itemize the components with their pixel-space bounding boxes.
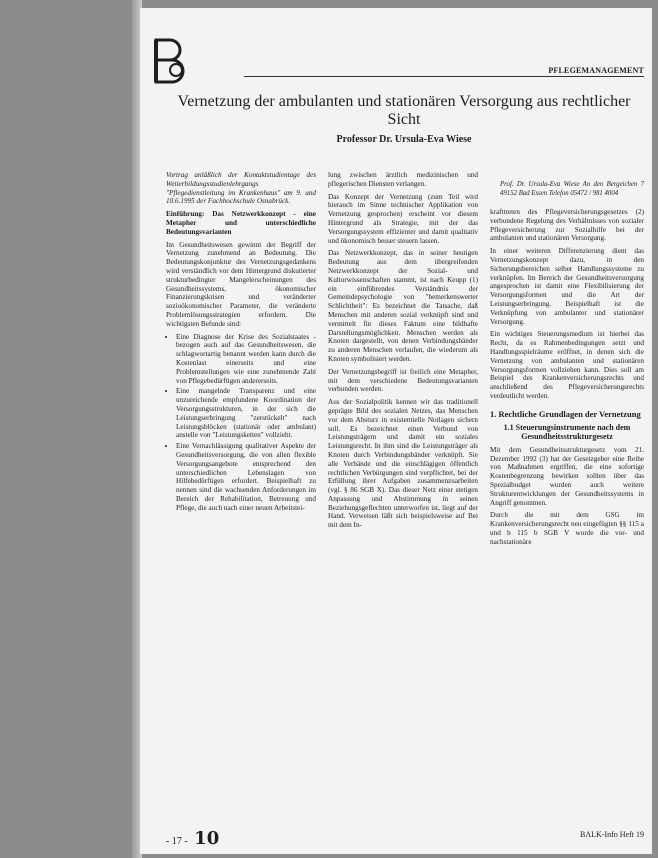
paragraph: Der Vernetzungsbegriff ist freilich eine Metapher, mit dem verschiedene Bedeutungsvarianten verbunden werden. <box>328 367 478 394</box>
paragraph: Das Konzept der Vernetzung (zum Teil wird hierauch im Sinne technischer Applikation von Vernetzung gesprochen) erscheint vor diesem Hintergrund als Strategie, mit der das Versorgungssystem effizienter und damit qualitativ und ökonomisch besser steuern lassen. <box>328 192 478 245</box>
paragraph: Mit dem Gesundheitsstrukturgesetz vom 21. Dezember 1992 (3) hat der Gesetzgeber eine Reihe von Maßnahmen ergriffen, die eine sofortige Kostenbegrenzung bewirken sollten über das Spezialbudget wurden auch weitere Strukturentwicklungen der Gesundheitssystems in Angriff genommen. <box>490 445 644 507</box>
subsection-heading-1-1: 1.1 Steuerungsinstrumente nach dem Gesundheitsstrukturgesetz <box>503 422 631 442</box>
list-item: • Eine mangelnde Transparenz und eine unzureichende empfundene Koordination der Versorgungsstrukturen, in der sich die Leistungserbringung "zerstückelt" nach Leistungsblöcken (stationär oder ambulant) anstelle von "Leistungsketten" vollzieht. <box>176 387 316 440</box>
paragraph: krafttreten des Pflegeversicherungsgesetzes (2) verbundene Regelung des Verhältnisses von sozialer Pflegeversicherung zur Sozialhilfe bei der ambulanten und stationären Versorgung. <box>490 208 644 243</box>
journal-footer: BALK-Info Heft 19 <box>580 830 644 839</box>
article-author: Professor Dr. Ursula-Eva Wiese <box>336 134 472 145</box>
paragraph: Im Gesundheitswesen gewinnt der Begriff der Vernetzung zunehmend an Bedeutung. Die Bedeutungskonjunktur des Vernetzungsgedankens wird verständlich vor dem Hintergrund diskutierter strukturbedingter Mangelerscheinungen des Gesundheitssystems, ökonomischer Finanzierungskrisen und veränderter sozioökonomischer Parameter, die veränderte Problemlösungsstrategien erfordern. Die wichtigsten Befunde sind: <box>166 240 316 328</box>
paragraph: Durch die mit dem GSG im Krankenversicherungsrecht neu eingefügten §§ 115 a und b 115 b SGB V wurde die vor- und nachstationäre <box>490 511 644 546</box>
author-address: Prof. Dr. Ursula-Eva Wiese An den Bergeichen 7 49152 Bad Essen Telefon 05472 / 981 4004 <box>500 181 644 197</box>
document-page <box>140 8 652 854</box>
printed-page-number: - 17 - <box>166 836 188 847</box>
paragraph: Aus der Sozialpolitik kennen wir das traditionell geprägte Bild des sozialen Netzes, das Menschen vor dem Absturz in existentielle Notlagen sichern soll. Es bezeichnet einen Verbund von Leistungsträgern und damit ein soziales Leistungsrecht. In ihm sind die Leistungsträger als Knoten durch Verbindungsbänder verknüpft. Sie alle Verbände und die einschlägigen öffentlich rechtlichen Verbürgungen sind verpflichtet, bei der Erfüllung ihrer Aufgaben zusammenzuarbeiten (vgl. § 86 SGB X). Das dieser Netz einer stetigen Anpassung und Abstimmung in seinen Beziehungsgeflechten unterworfen ist, liegt auf der Hand. Verweisen läßt sich beispielsweise auf Bei mit dem In- <box>328 398 478 530</box>
list-item: • Eine Diagnose der Krise des Sozialstaates - bezogen auch auf das Gesundheitswesen, die schlagwortartig benannt werden kann durch die Kostenlast einerseits und eine Problemstellungen wie eine zunehmende Zahl von Pflegebedürftigen andererseits. <box>176 333 316 386</box>
paragraph: lung zwischen ärztlich medizinischen und pflegerischen Diensten verlangen. <box>328 171 478 188</box>
section-heading-intro: Einführung: Das Netzwerkkonzept - eine Metapher und unterschiedliche Bedeutungsvarianten <box>166 210 316 236</box>
header-rule <box>244 76 644 77</box>
findings-list <box>166 333 316 513</box>
intro-note: Vortrag anläßlich der Kontaktstudientage des Weiterbildungsstudienlehrgangs "Pflegedienstleitung im Krankenhaus" am 9. und 10.6.1995 der Fachhochschule Osnabrück. <box>166 171 316 206</box>
balk-logo <box>152 36 192 84</box>
article-title: Vernetzung der ambulanten und stationären Versorgung aus rechtlicher Sicht <box>177 93 631 128</box>
handwritten-page-number: 10 <box>194 828 220 849</box>
section-heading-1: 1. Rechtliche Grundlagen der Vernetzung <box>490 408 641 419</box>
paragraph: Das Netzwerkkonzept, das in seiner heutigen Bedeutung aus dem übergreifenden Netzwerkkonzept der Sozial- und Kulturwissenschaften stammt, ist nach Keupp (1) ein einführendes Verständnis der Gemeindepsychologie von "bemerkenswerter Schlichtheit": Es bezeichnet die Tatsache, daß Menschen mit anderen sozial verknüpft sind und vermittelt für dieses Faktum eine bildhafte Darstellungsmöglichkeit. Menschen werden als Knoten dargestellt, von denen Verbindungsbänder zu anderen Menschen verlaufen, die wiederum als Knoten symbolisiert werden. <box>328 249 478 363</box>
column-1 <box>166 171 316 516</box>
column-3 <box>490 171 644 551</box>
section-heading: PFLEGEMANAGEMENT <box>548 66 644 75</box>
list-item: • Eine Vernachlässigung qualitativer Aspekte der Gesundheitsversorgung, die von allen flexible Versorgungsangebote entsprechend den unterschiedlichen Lebenslagen von Hilfebedürftigen erfordert. Beispielhaft zu nennen sind die wachsenden Anforderungen im Bereich der Rehabilitation, Betreuung und Pflege, die auch nach einer neuen Arbeitstei- <box>176 442 316 512</box>
page-number <box>166 828 219 849</box>
paragraph: In einer weiteren Differenzierung dient das Vernetzungskonzept dazu, in den Sicherungsbereichen selber Handlungssysteme zu verknüpfen. Im Bereich der Gesundheitsversorgung angesprochen ist damit eine Flexibilisierung der Versorgungsformen und die Art der Leistungserbringung. Beispielhaft ist die Verknüpfung von ambulanter und stationärer Versorgung. <box>490 247 644 326</box>
paragraph: Ein wichtiges Steuerungsmedium ist hierbei das Recht, da es Rahmenbedingungen setzt und Handlungsspielräume eröffnet, in denen sich die Vernetzung von ambulanten und stationären Versorgungsformen vollziehen kann. Dies soll am Beispiel des Krankenversicherungsrechts und anschließend des Pflegeversicherungsrechts verdeutlicht werden. <box>490 330 644 400</box>
column-2 <box>328 171 478 534</box>
